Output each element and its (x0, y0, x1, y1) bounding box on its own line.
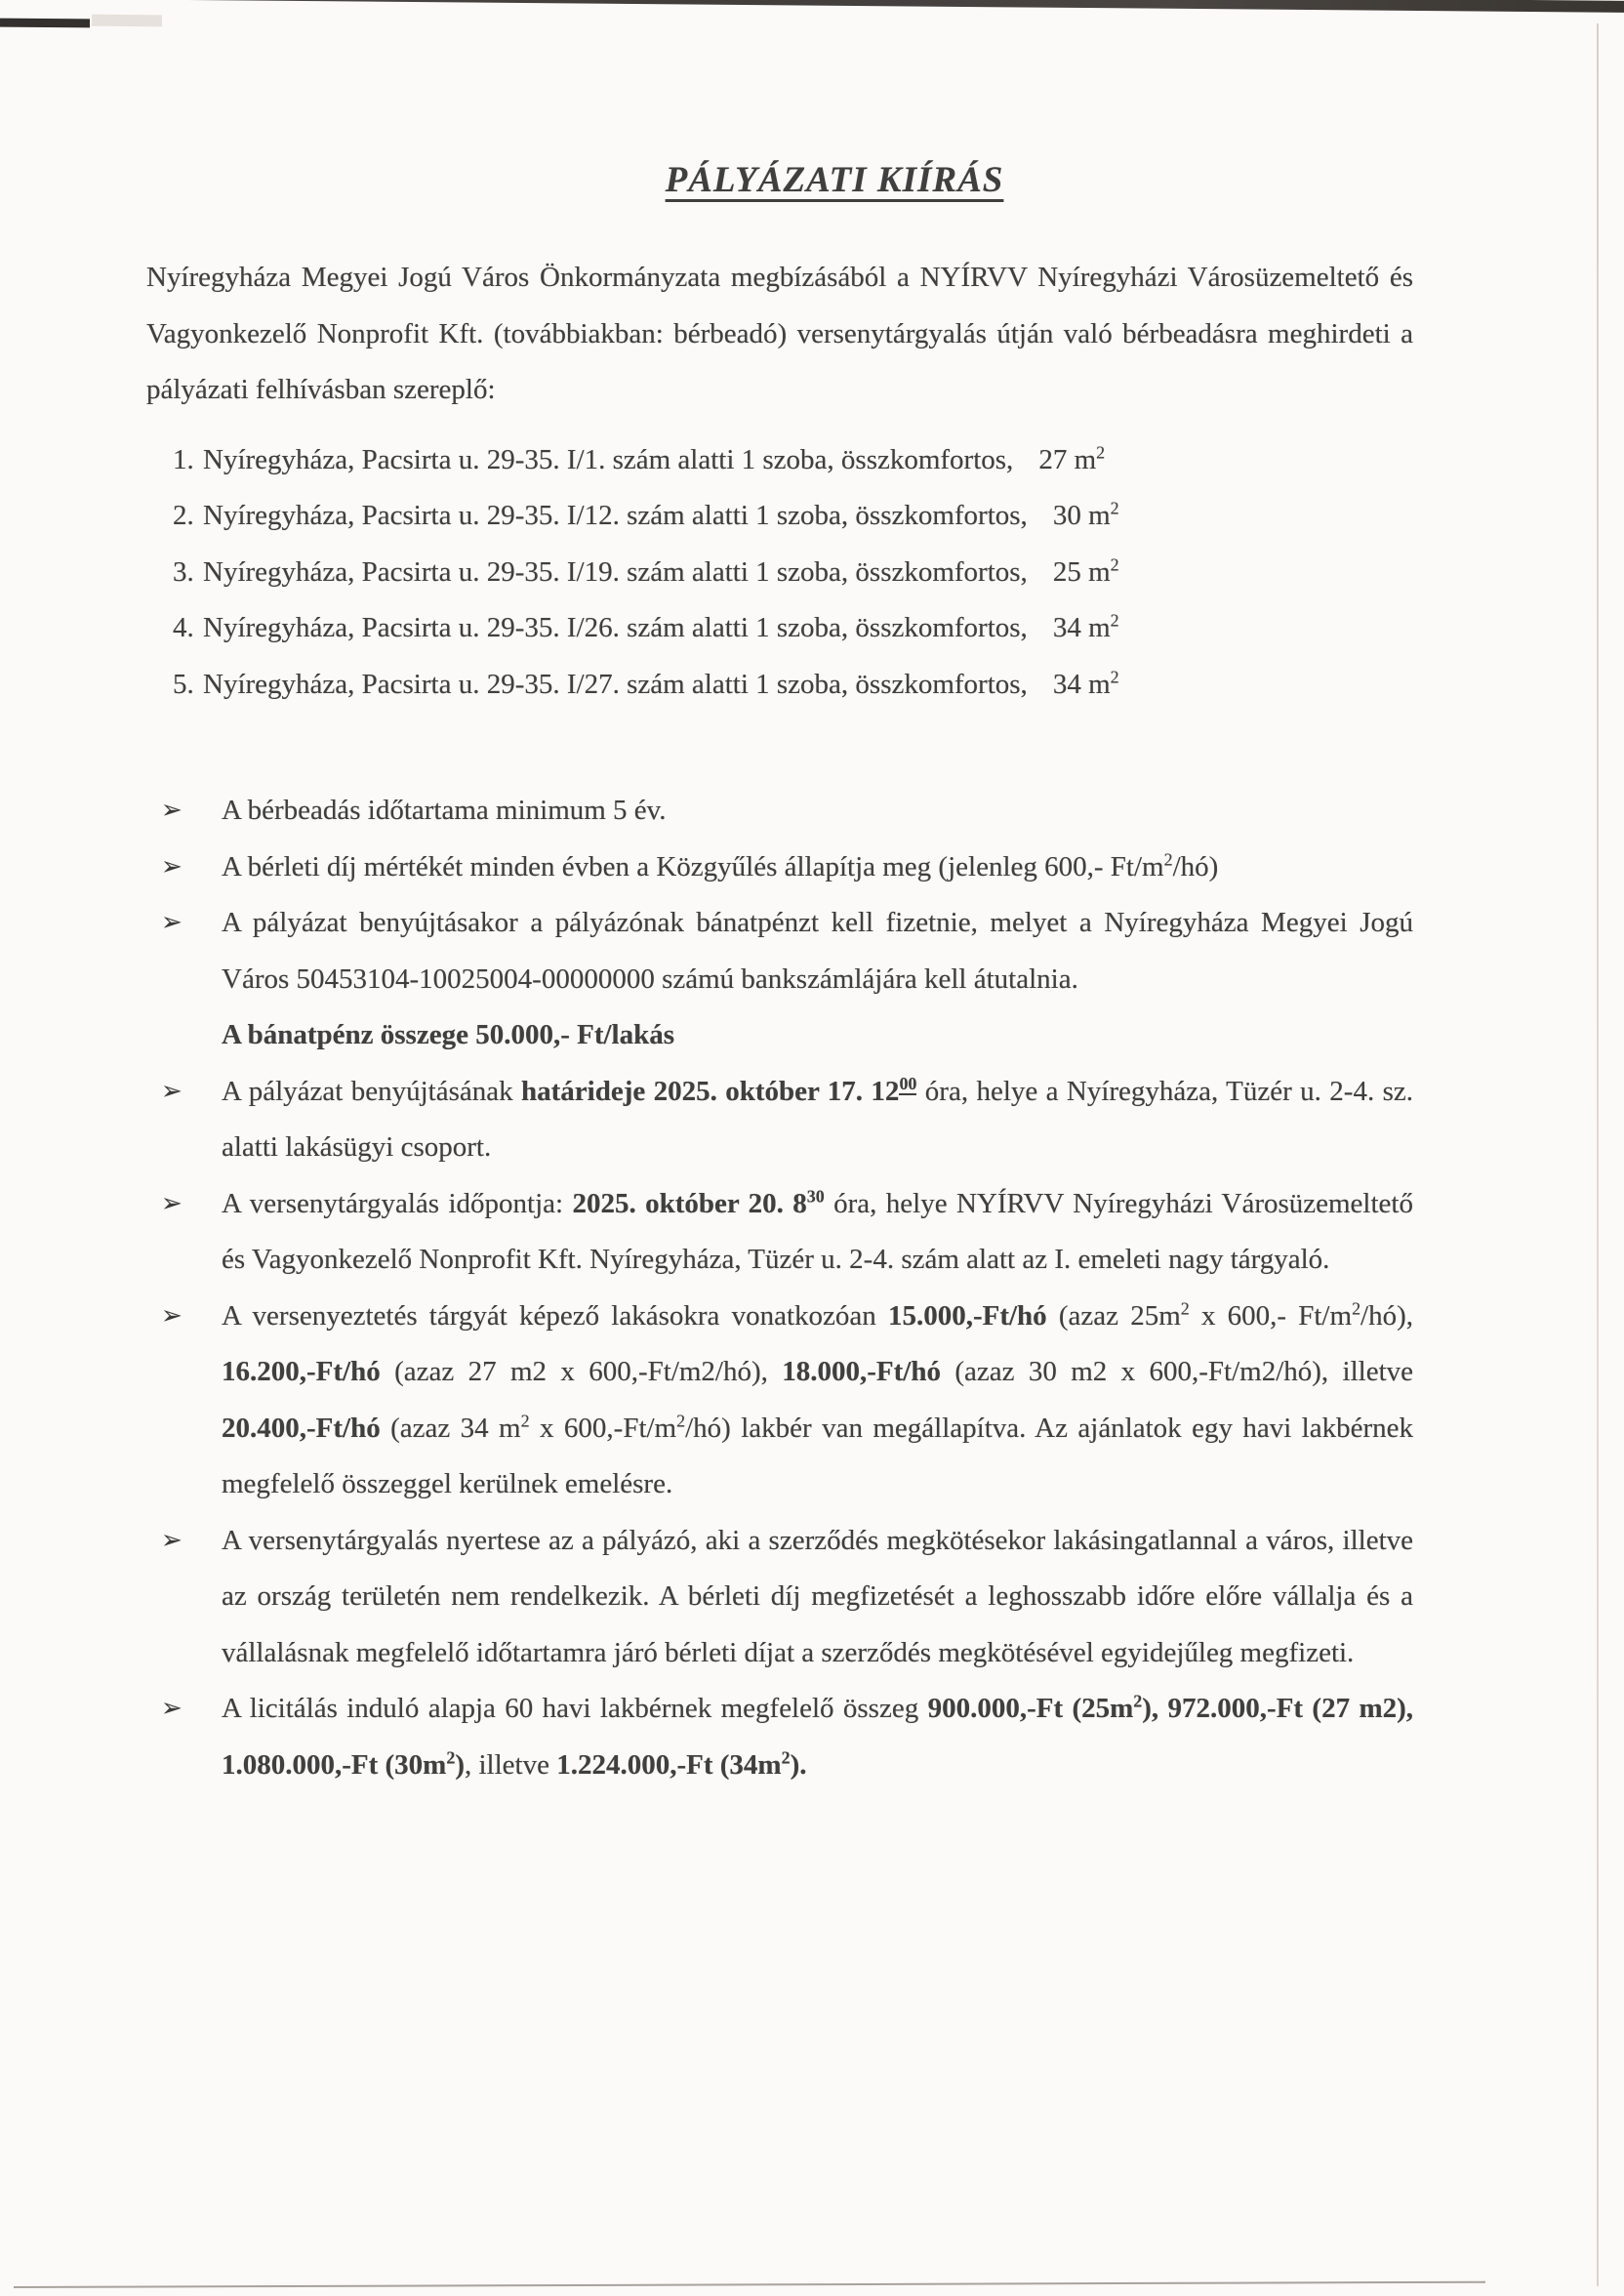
listing-list (146, 432, 1413, 714)
listing-number: 1. (173, 443, 194, 475)
bullet-item (146, 1176, 1413, 1289)
bullet-item (146, 1064, 1413, 1176)
arrow-bullet-icon: ➢ (161, 796, 183, 825)
list-item (173, 432, 1413, 489)
arrow-bullet-icon: ➢ (161, 1525, 183, 1555)
intro-paragraph: Nyíregyháza Megyei Jogú Város Önkormányzata megbízásából a NYÍRVV Nyíregyházi Városüzemeltető és Vagyonkezelő Nonprofit Kft. (továbbiakban: bérbeadó) versenytárgyalás útján való bérbeadásra meghirdeti a pályázati felhívásban szereplő: (146, 262, 1413, 405)
bullet-text: A bérleti díj mértékét minden évben a Közgyűlés állapítja meg (jelenleg 600,- $Ft/m^2/hó$) (222, 848, 1219, 882)
listing-area: 30 $m^2$ (1052, 498, 1119, 531)
scan-paper-edge-bottom (14, 2281, 1485, 2288)
arrow-bullet-icon: ➢ (161, 908, 183, 937)
arrow-bullet-icon: ➢ (161, 1188, 183, 1218)
bullet-text: A pályázat benyújtásakor a pályázónak bánatpénzt kell fizetnie, melyet a Nyíregyháza Megyei Jogú Város 50453104-10025004-00000000 számú bankszámlájára kell átutalnia. A bánatpénz összege 50.000,- Ft/lakás (222, 907, 1413, 1050)
listing-area: 25 $m^2$ (1052, 554, 1119, 588)
bullet-list (146, 783, 1413, 1793)
bullet-text: A licitálás induló alapja 60 havi lakbérnek megfelelő összeg 900.000,-Ft $(25m^2)$, 972.000,-Ft (27 m2), 1.080.000,-Ft $(30m^2)$, illetve 1.224.000,-Ft $(34m^2)$. (222, 1691, 1414, 1781)
listing-address: Nyíregyháza, Pacsirta u. 29-35. I/1. szám alatti 1 szoba, összkomfortos, (203, 443, 1014, 475)
bullet-text: A pályázat benyújtásának határideje 2025. október 17. $12^{00}$ óra, helye a Nyíregyháza, Tüzér u. 2-4. sz. alatti lakásügyi csoport. (222, 1073, 1413, 1163)
bullet-item (146, 840, 1413, 896)
bullet-item (146, 895, 1413, 1064)
listing-area: 34 $m^2$ (1052, 666, 1119, 700)
listing-address: Nyíregyháza, Pacsirta u. 29-35. I/19. szám alatti 1 szoba, összkomfortos, (203, 555, 1028, 588)
scan-paper-edge-right (1597, 23, 1599, 2286)
arrow-bullet-icon: ➢ (161, 1300, 183, 1331)
bullet-text: A versenytárgyalás nyertese az a pályázó, aki a szerződés megkötésekor lakásingatlannal a város, illetve az ország területén nem rendelkezik. A bérleti díj megfizetését a leghosszabb időre előre vállalja és a vállalásnak megfelelő időtartamra járó bérleti díjat a szerződés megkötésével egyidejűleg megfizeti. (222, 1524, 1413, 1668)
list-item (173, 545, 1413, 601)
bullet-text: A bérbeadás időtartama minimum 5 év. (222, 795, 667, 826)
list-item (173, 488, 1413, 545)
listing-number: 2. (173, 500, 194, 531)
list-item (173, 600, 1413, 657)
bullet-text: A versenytárgyalás időpontja: 2025. október 20. $8^{30}$ óra, helye NYÍRVV Nyíregyházi Városüzemeltető és Vagyonkezelő Nonprofit Kft. Nyíregyháza, Tüzér u. 2-4. szám alatt az I. emeleti nagy tárgyaló. (222, 1185, 1413, 1275)
listing-address: Nyíregyháza, Pacsirta u. 29-35. I/26. szám alatti 1 szoba, összkomfortos, (203, 612, 1028, 643)
arrow-bullet-icon: ➢ (161, 851, 183, 882)
bullet-item (146, 1513, 1413, 1682)
scan-edge-top-left-mark (0, 19, 90, 28)
arrow-bullet-icon: ➢ (161, 1694, 183, 1723)
bullet-item (146, 1289, 1413, 1513)
page-title (201, 159, 1468, 201)
bullet-item (146, 783, 1413, 840)
listing-area: 34 $m^2$ (1052, 610, 1119, 643)
listing-area: 27 $m^2$ (1038, 441, 1106, 475)
listing-address: Nyíregyháza, Pacsirta u. 29-35. I/27. szám alatti 1 szoba, összkomfortos, (203, 668, 1028, 700)
listing-number: 4. (173, 612, 194, 643)
document-content (146, 0, 1413, 1793)
listing-number: 3. (173, 555, 194, 588)
arrow-bullet-icon: ➢ (161, 1076, 183, 1106)
bullet-text: A versenyeztetés tárgyát képező lakásokra vonatkozóan 15.000,-Ft/hó (azaz $25m^2$ x 600,- $Ft/m^2/hó$), 16.200,-Ft/hó (azaz 27 m2 x 600,-Ft/m2/hó), 18.000,-Ft/hó (azaz 30 m2 x 600,-Ft/m2/hó), illetve 20.400,-Ft/hó (azaz 34 $m^2$ x $600,-Ft/m^2/hó$) lakbér van megállapítva. Az ajánlatok egy havi lakbérnek megfelelő összeggel kerülnek emelésre. (222, 1297, 1414, 1499)
listing-address: Nyíregyháza, Pacsirta u. 29-35. I/12. szám alatti 1 szoba, összkomfortos, (203, 500, 1028, 531)
page-title-text: PÁLYÁZATI KIÍRÁS (665, 160, 1004, 200)
listing-number: 5. (173, 668, 194, 700)
list-item (173, 657, 1413, 714)
bullet-item (146, 1681, 1413, 1793)
